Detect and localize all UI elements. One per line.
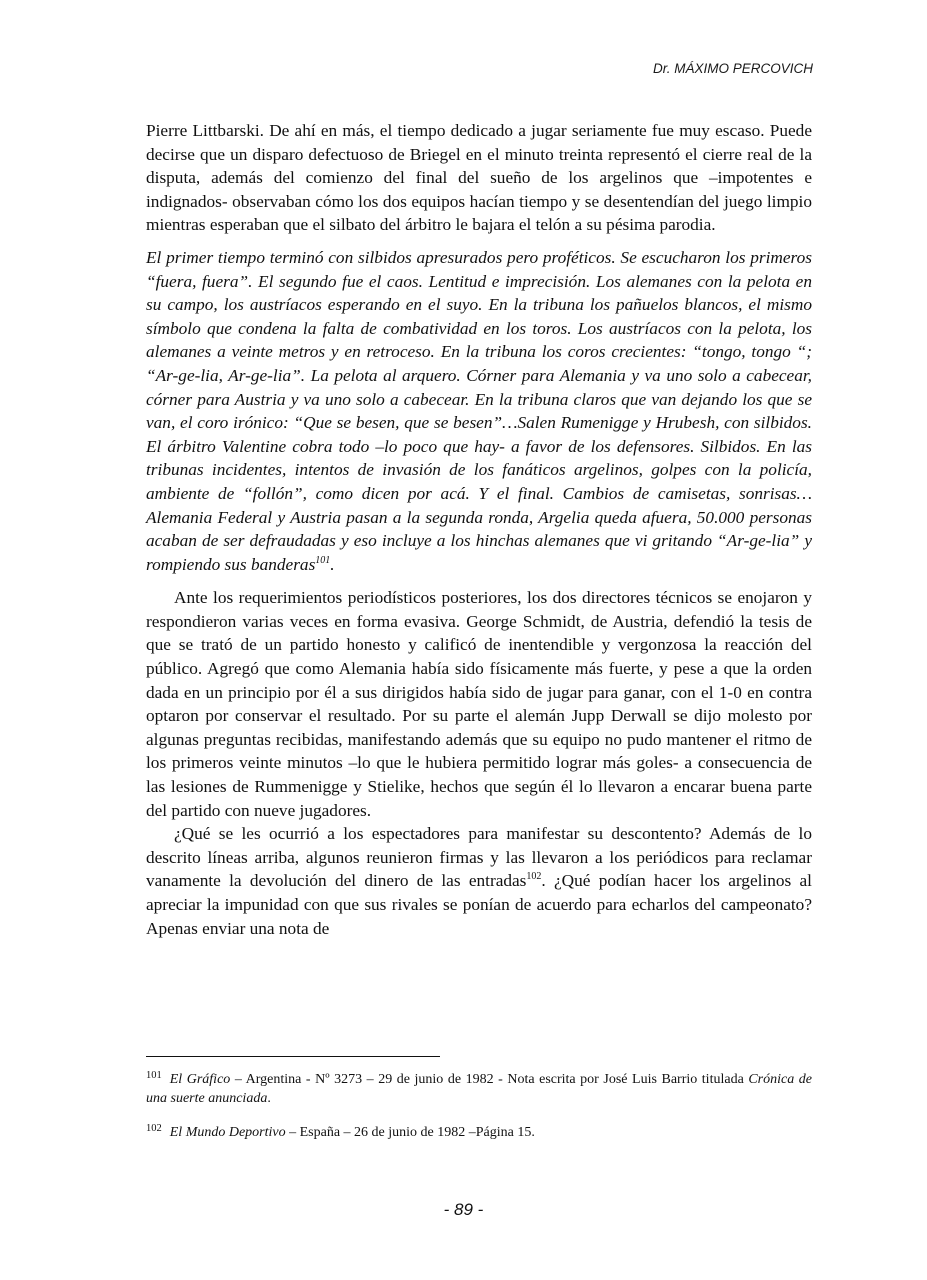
footnote-number: 102 — [146, 1123, 162, 1134]
footnote-ref-101[interactable]: 101 — [315, 554, 331, 566]
paragraph-3: Ante los requerimientos periodísticos posteriores, los dos directores técnicos se enojaron y respondieron varias veces en forma evasiva. George Schmidt, de Austria, defendió la tesis de que se trató de un partido honesto y calificó de inentendible y vergonzosa la reacción del público. Agregó que como Alemania había sido físicamente más fuerte, y pese a que la orden dada en un principio por él a sus dirigidos había sido de jugar para ganar, con el 1-0 en contra optaron por conservar el resultado. Por su parte el alemán Jupp Derwall se dijo molesto por algunas preguntas recibidas, manifestando además que su equipo no pudo mantener el ritmo de los primeros veinte minutos –lo que le hubiera permitido lograr más goles- a consecuencia de las lesiones de Rummenigge y Stielike, hechos que según él lo llevaron a encarar buena parte del partido con nueve jugadores. — [146, 588, 812, 820]
footnote-text: – Argentina - Nº 3273 – 29 de junio de 1982 - Nota escrita por José Luis Barrio titulada — [230, 1072, 749, 1087]
footnote-source: El Gráfico — [169, 1072, 231, 1087]
footnote-title: Crónica de una suerte anunciada — [146, 1072, 812, 1106]
footnote-number: 101 — [146, 1070, 162, 1081]
footnote-end: . — [267, 1091, 271, 1106]
paragraph-4-rest: . ¿Qué podían hacer los argelinos al apreciar la impunidad con que sus rivales se ponían de acuerdo para echarlos del campeonato? Apenas enviar una nota de — [146, 871, 812, 938]
running-header-author: Dr. MÁXIMO PERCOVICH — [652, 61, 813, 76]
quote-end: . — [330, 554, 335, 574]
paragraph-1: Pierre Littbarski. De ahí en más, el tiempo dedicado a jugar seriamente fue muy escaso. Puede decirse que un disparo defectuoso de Briegel en el minuto treinta representó el cierre real de la disputa, además del comienzo del final del sueño de los argelinos que –impotentes e indignados- observaban cómo los dos equipos hacían tiempo y se desentendían del juego limpio mientras esperaban que el silbato del árbitro le bajara el telón a su pésima parodia. — [146, 121, 812, 235]
footnotes — [146, 1066, 812, 1153]
paragraph-4-text: ¿Qué se les ocurrió a los espectadores para manifestar su descontento? Además de lo descrito líneas arriba, algunos reunieron firmas y las llevaron a los periódicos para reclamar vanamente la devolución del dinero de las entradas — [146, 824, 812, 891]
footnote-102 — [146, 1119, 812, 1142]
footnote-101 — [146, 1066, 812, 1108]
paragraph-4 — [146, 822, 812, 940]
footnote-source: El Mundo Deportivo — [169, 1125, 286, 1140]
page-number: - 89 - — [443, 1200, 484, 1219]
block-quote — [146, 246, 812, 576]
footnote-ref-102[interactable]: 102 — [526, 871, 542, 883]
footnote-divider — [146, 1056, 440, 1057]
quote-text: El primer tiempo terminó con silbidos apresurados pero proféticos. Se escucharon los primeros “fuera, fuera”. El segundo fue el caos. Lentitud e imprecisión. Los alemanes con la pelota en su campo, los austríacos esperando en el suyo. En la tribuna los pañuelos blancos, el mismo símbolo que condena la falta de combatividad en los toros. Los austríacos con la pelota, los alemanes a veinte metros y en retroceso. En la tribuna los coros crecientes: “tongo, tongo “; “Ar-ge-lia, Ar-ge-lia”. La pelota al arquero. Córner para Alemania y va uno solo a cabecear, córner para Austria y va uno solo a cabecear. En la tribuna claros que van dejando los que se van, el coro irónico: “Que se besen, que se besen”…Salen Rumenigge y Hrubesh, con silbidos. El árbitro Valentine cobra todo –lo poco que hay- a favor de los defensores. Silbidos. En las tribunas incidentes, intentos de invasión de los fanáticos argelinos, golpes con la policía, ambiente de “follón”, como dicen por acá. Y el final. Cambios de camisetas, sonrisas… Alemania Federal y Austria pasan a la segunda ronda, Argelia queda afuera, 50.000 personas acaban de ser defraudadas y eso incluye a los hinchas alemanes que vi gritando “Ar-ge-lia” y rompiendo sus banderas — [146, 247, 812, 574]
body-text — [146, 119, 812, 940]
footnote-text: – España – 26 de junio de 1982 –Página 15. — [285, 1125, 535, 1140]
